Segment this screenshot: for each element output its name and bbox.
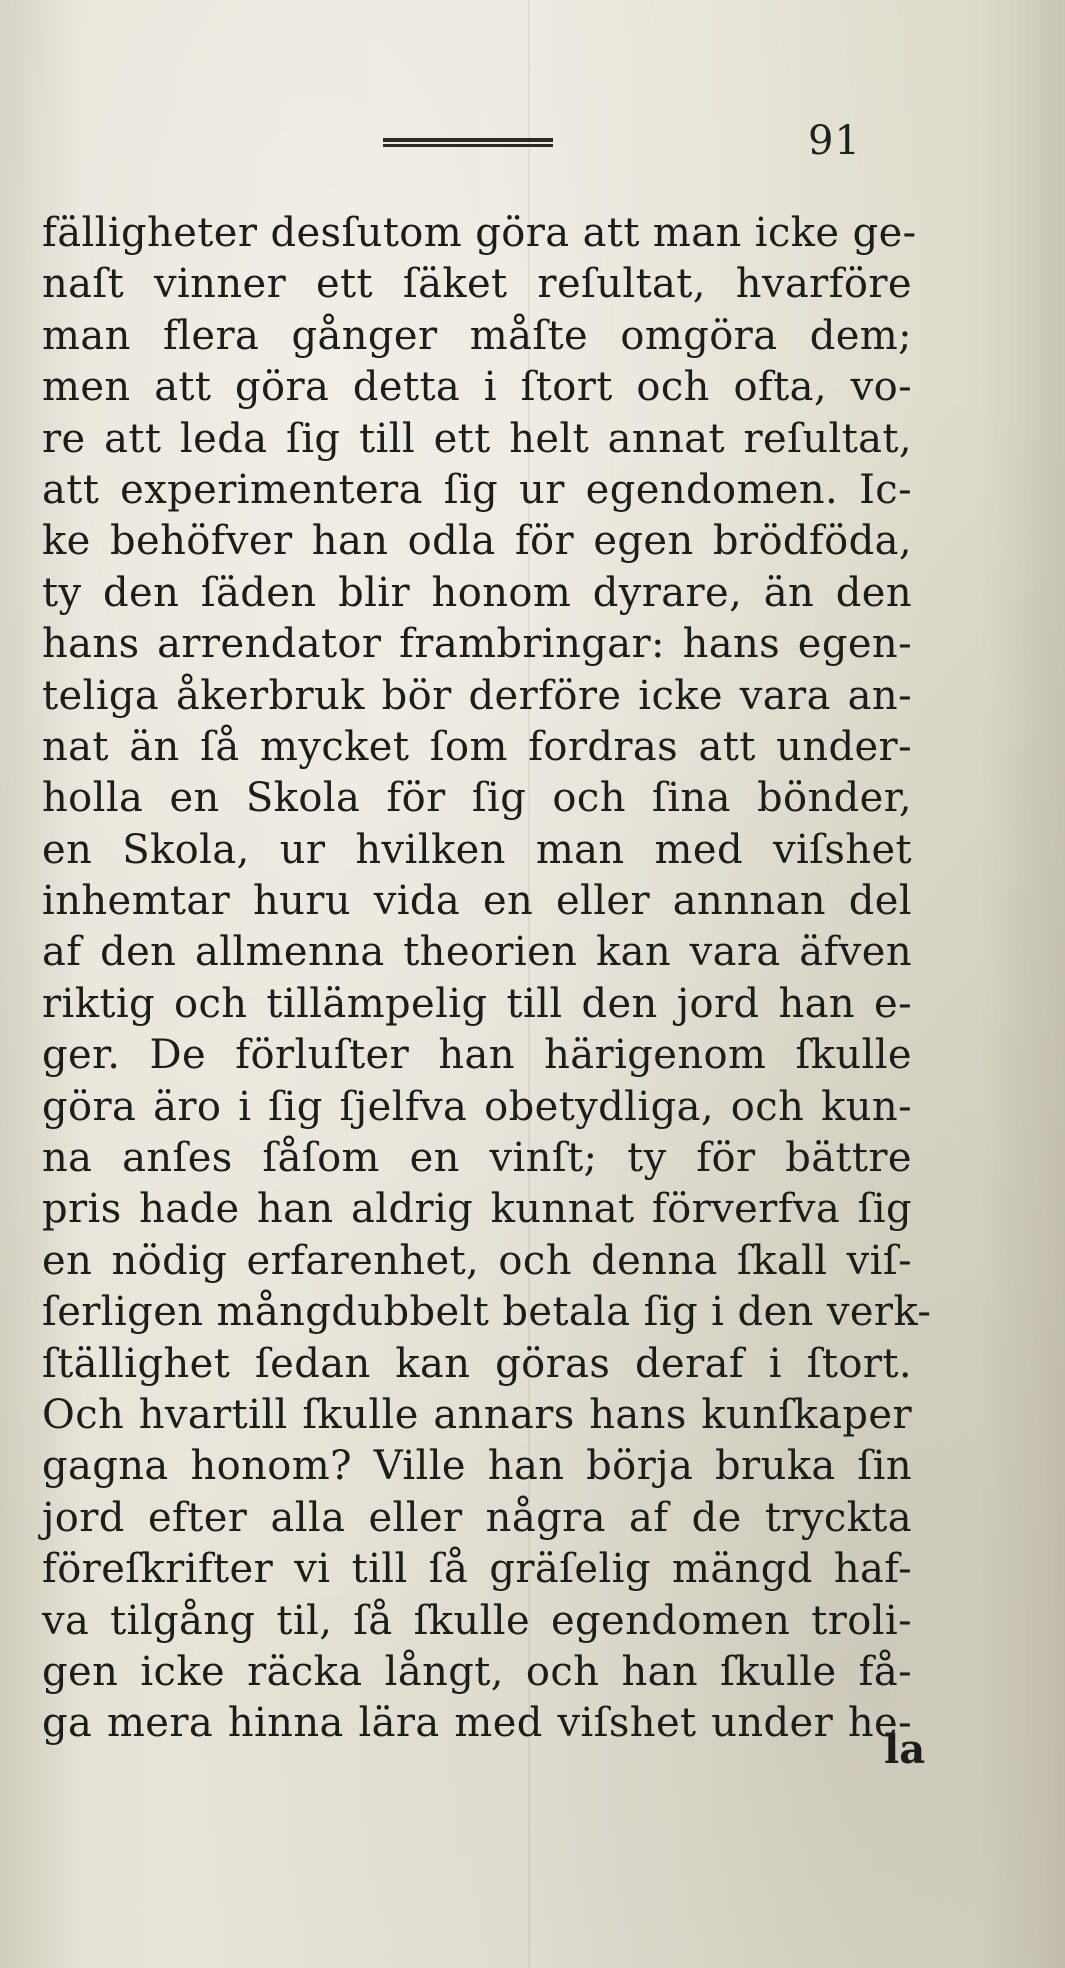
text-line: ty den ſäden blir honom dyrare, än den (42, 569, 912, 616)
text-line: en Skola, ur hvilken man med viſshet (42, 826, 912, 873)
text-line: re att leda ſig till ett helt annat reſultat, (42, 415, 912, 462)
text-line: gen icke räcka långt, och han ſkulle få- (42, 1648, 912, 1695)
text-line: holla en Skola för ſig och ſina bönder, (42, 775, 912, 822)
text-line: ga mera hinna lära med viſshet under he- (42, 1700, 912, 1747)
text-line: naſt vinner ett ſäket reſultat, hvarföre (42, 261, 912, 308)
text-line: va tilgång til, ſå ſkulle egendomen troli- (42, 1597, 912, 1644)
text-line: men att göra detta i ſtort och ofta, vo- (42, 364, 912, 411)
text-line: göra äro i ſig ſjelfva obetydliga, och kun- (42, 1083, 912, 1130)
text-line: fälligheter desſutom göra att man icke ge- (42, 210, 917, 256)
text-line: inhemtar huru vida en eller annnan del (42, 878, 912, 925)
text-line: nat än ſå mycket ſom fordras att under- (42, 723, 912, 770)
text-line: man flera gånger måſte omgöra dem; (42, 312, 912, 359)
header-rule (383, 138, 553, 147)
text-line: ger. De förluſter han härigenom ſkulle (42, 1032, 912, 1079)
text-line: jord efter alla eller några af de tryckta (42, 1494, 912, 1541)
text-line: en nödig erfarenhet, och denna ſkall viſ- (42, 1237, 912, 1284)
text-line: ſtällighet ſedan kan göras deraf i ſtort. (42, 1340, 912, 1387)
page-number: 91 (808, 118, 861, 164)
text-line: af den allmenna theorien kan vara äfven (42, 929, 912, 976)
text-line: pris hade han aldrig kunnat förverfva ſig (42, 1186, 912, 1233)
text-line: hans arrendator frambringar: hans egen- (42, 621, 912, 668)
text-line: teliga åkerbruk bör derföre icke vara an- (42, 672, 912, 719)
text-line: ſerligen mångdubbelt betala ſig i den verk- (42, 1289, 932, 1336)
catchword: la (884, 1726, 926, 1773)
text-line: na anſes ſåſom en vinſt; ty för bättre (42, 1135, 912, 1182)
text-line: gagna honom? Ville han börja bruka ſin (42, 1443, 912, 1490)
text-line: riktig och tillämpelig till den jord han e- (42, 980, 912, 1027)
body-text (42, 208, 932, 1750)
text-line: Och hvartill ſkulle annars hans kunſkaper (42, 1391, 912, 1438)
text-line: ke behöfver han odla för egen brödföda, (42, 518, 912, 565)
text-line: föreſkrifter vi till ſå gräſelig mängd haf- (42, 1546, 912, 1593)
text-line: att experimentera ſig ur egendomen. Ic- (42, 466, 912, 513)
